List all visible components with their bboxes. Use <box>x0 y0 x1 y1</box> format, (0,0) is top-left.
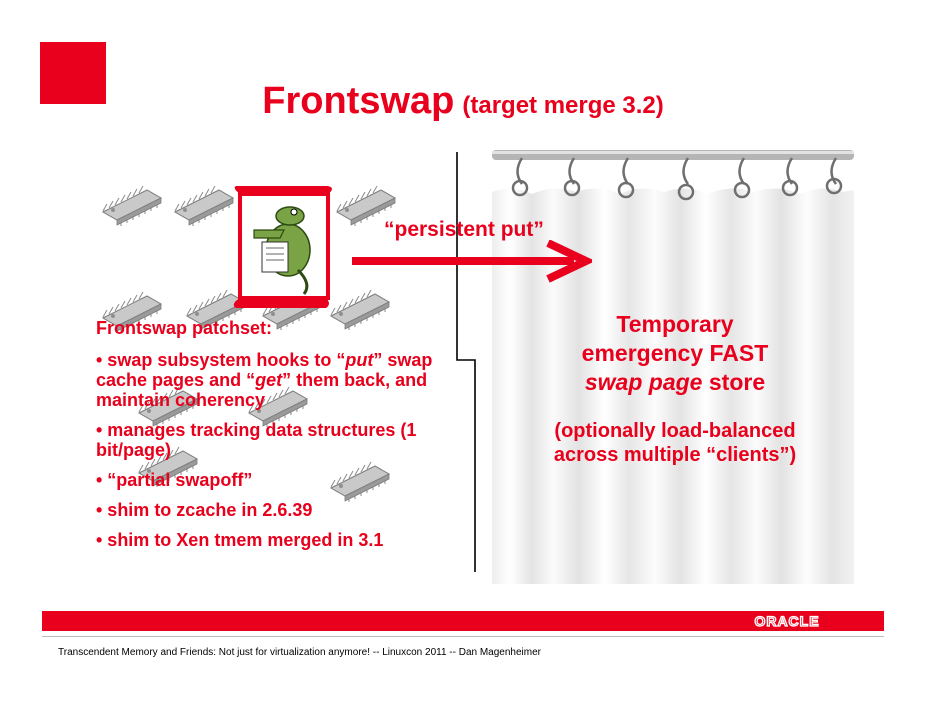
bullet-swapoff: • “partial swapoff” <box>96 470 253 490</box>
patchset-heading: Frontswap patchset: <box>96 318 273 338</box>
arrow-label: “persistent put” <box>384 218 544 241</box>
title-subtitle: (target merge 3.2) <box>462 92 664 119</box>
store-description <box>540 310 810 467</box>
bullet-xen: • shim to Xen tmem merged in 3.1 <box>96 530 384 550</box>
oracle-logo-text: ORACLE <box>754 614 820 628</box>
oracle-logo <box>742 614 832 628</box>
bullet-hooks-put: put <box>345 350 374 370</box>
footer-rule <box>42 636 884 637</box>
title-main: Frontswap <box>262 80 455 122</box>
bullet-hooks-get: get <box>255 370 283 390</box>
patchset-list <box>96 318 446 560</box>
store-line-1: Temporary <box>616 311 734 337</box>
divider-bracket <box>453 152 477 572</box>
store-line-3-rest: store <box>702 369 766 395</box>
store-line-2: emergency FAST <box>581 340 769 366</box>
bullet-zcache: • shim to zcache in 2.6.39 <box>96 500 313 520</box>
bullet-hooks <box>96 350 446 410</box>
bullet-hooks-text-2: ” swap cache pages and “ <box>96 350 433 390</box>
scroll-crocodile-icon <box>228 186 334 308</box>
bullet-hooks-text-1: • swap subsystem hooks to “ <box>96 350 346 370</box>
store-note: (optionally load-balanced across multiple “clients”) <box>553 420 797 466</box>
arrow-right-icon <box>352 240 592 284</box>
footer-text: Transcendent Memory and Friends: Not just for virtualization anymore! -- Linuxcon 2011 -- Dan Magenheimer <box>58 647 541 658</box>
slide-title <box>0 80 926 123</box>
bullet-tracking: • manages tracking data structures (1 bit/page) <box>96 420 417 460</box>
bullet-hooks-text-3: ” them back, and maintain coherency <box>96 370 428 410</box>
store-line-3-italic: swap page <box>584 369 703 395</box>
store-line-3 <box>540 368 810 397</box>
